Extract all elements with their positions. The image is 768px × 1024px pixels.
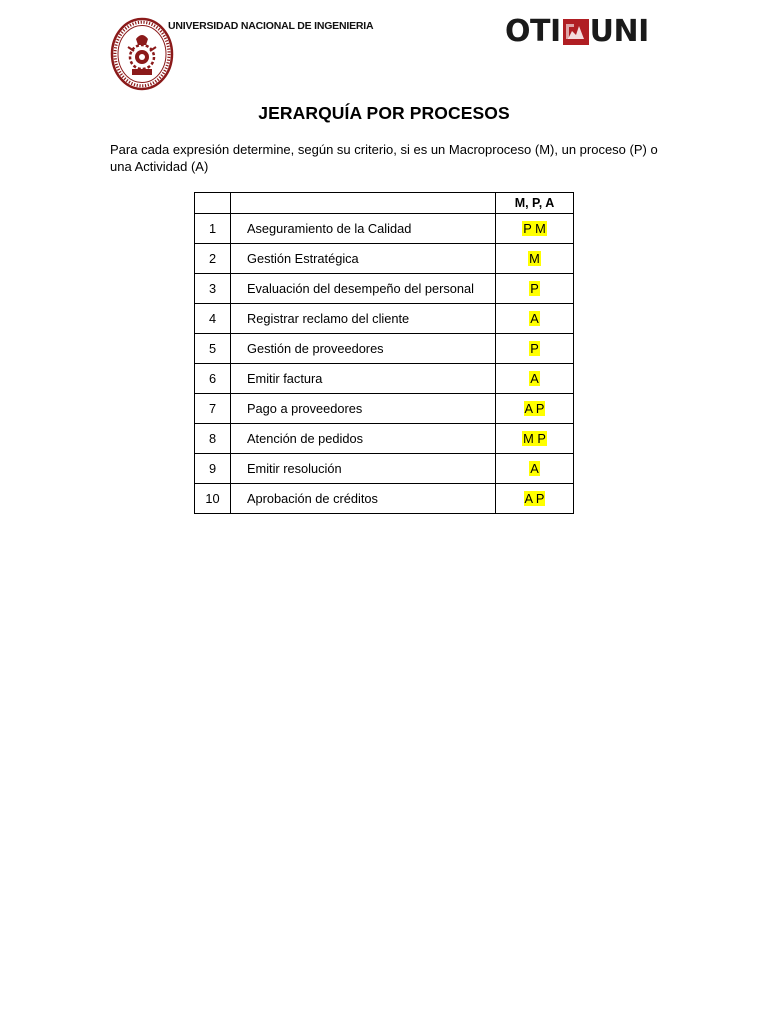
oti-uni-mark-icon (563, 19, 589, 45)
process-table (194, 192, 574, 514)
row-item: Emitir factura (231, 364, 496, 394)
row-item: Evaluación del desempeño del personal (231, 274, 496, 304)
row-answer: A (530, 371, 539, 386)
row-answer-cell (496, 334, 574, 364)
table-row (195, 484, 574, 514)
row-answer: A P (524, 491, 545, 506)
row-answer-cell (496, 424, 574, 454)
row-answer-cell (496, 304, 574, 334)
row-num: 4 (195, 304, 231, 334)
table-row (195, 244, 574, 274)
row-answer: A P (524, 401, 545, 416)
row-item: Emitir resolución (231, 454, 496, 484)
row-num: 6 (195, 364, 231, 394)
table-row (195, 394, 574, 424)
university-name: UNIVERSIDAD NACIONAL DE INGENIERIA (168, 20, 374, 32)
row-answer-cell (496, 214, 574, 244)
row-item: Registrar reclamo del cliente (231, 304, 496, 334)
university-seal-icon (110, 17, 174, 91)
header-num (195, 193, 231, 214)
row-item: Pago a proveedores (231, 394, 496, 424)
row-answer: P (530, 341, 539, 356)
row-num: 3 (195, 274, 231, 304)
row-answer: M P (523, 431, 546, 446)
instructions-text: Para cada expresión determine, según su criterio, si es un Macroproceso (M), un proceso (P) o una Actividad (A) (110, 142, 658, 174)
row-answer-cell (496, 454, 574, 484)
page-title: JERARQUÍA POR PROCESOS (258, 103, 510, 123)
table-row (195, 364, 574, 394)
row-item: Aprobación de créditos (231, 484, 496, 514)
row-num: 10 (195, 484, 231, 514)
row-answer: A (530, 461, 539, 476)
row-answer-cell (496, 364, 574, 394)
table-header-row (195, 193, 574, 214)
table-row (195, 424, 574, 454)
row-answer-cell (496, 394, 574, 424)
row-item: Gestión de proveedores (231, 334, 496, 364)
row-item: Gestión Estratégica (231, 244, 496, 274)
table-row (195, 454, 574, 484)
oti-uni-logo (505, 15, 649, 49)
page-header (0, 0, 768, 100)
row-answer: M (529, 251, 540, 266)
row-num: 7 (195, 394, 231, 424)
row-item: Aseguramiento de la Calidad (231, 214, 496, 244)
logo-uni-text: UNI (589, 14, 649, 49)
row-answer-cell (496, 484, 574, 514)
logo-oti-text: OTI (505, 14, 561, 49)
table-row (195, 334, 574, 364)
row-answer-cell (496, 244, 574, 274)
table-row (195, 214, 574, 244)
table-row (195, 304, 574, 334)
row-num: 8 (195, 424, 231, 454)
header-answer: M, P, A (496, 193, 574, 214)
row-item: Atención de pedidos (231, 424, 496, 454)
table-row (195, 274, 574, 304)
row-answer: A (530, 311, 539, 326)
row-answer: P M (523, 221, 546, 236)
row-num: 1 (195, 214, 231, 244)
header-item (231, 193, 496, 214)
row-answer: P (530, 281, 539, 296)
row-num: 2 (195, 244, 231, 274)
row-num: 5 (195, 334, 231, 364)
row-answer-cell (496, 274, 574, 304)
row-num: 9 (195, 454, 231, 484)
